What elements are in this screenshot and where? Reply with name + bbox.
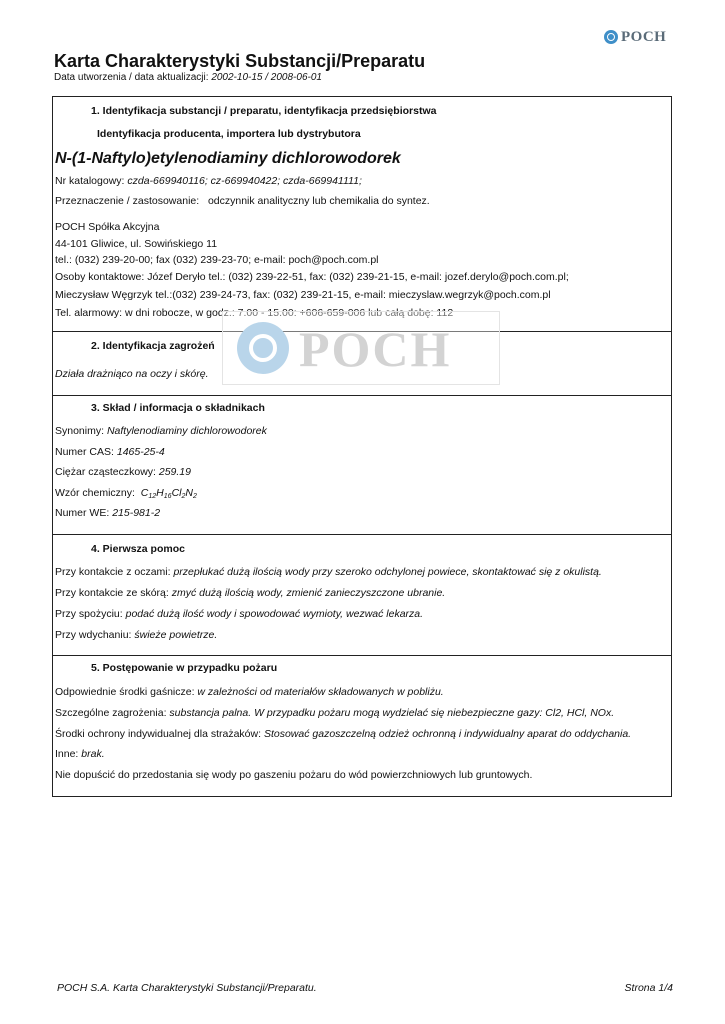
first-aid-item <box>55 566 602 578</box>
poch-logo <box>604 27 672 47</box>
poch-watermark <box>222 311 500 385</box>
we-value: 215-981-2 <box>112 507 161 519</box>
section-2-text: Działa drażniąco na oczy i skórę. <box>55 368 209 380</box>
watermark-logo-icon <box>237 322 289 374</box>
formula-label: Wzór chemiczny: <box>55 487 135 499</box>
section-5-heading: 5. Postępowanie w przypadku pożaru <box>91 662 278 674</box>
cas-label: Numer CAS: <box>55 446 114 458</box>
fire-label: Odpowiednie środki gaśnicze: <box>55 686 195 698</box>
first-aid-item <box>55 608 423 620</box>
chemical-formula: $C_{12}H_{16}Cl_2N_2$ <box>140 487 197 500</box>
dates-value: 2002-10-15 / 2008-06-01 <box>211 72 322 83</box>
we-label: Numer WE: <box>55 507 110 519</box>
first-aid-label: Przy kontakcie ze skórą: <box>55 587 169 599</box>
cas-value: 1465-25-4 <box>116 446 165 458</box>
substance-name: N-(1-Naftylo)etylenodiaminy dichlorowodorek <box>55 150 401 167</box>
fire-item <box>55 707 614 719</box>
purpose-value: odczynnik analityczny lub chemikalia do syntez. <box>207 195 430 207</box>
fire-value: brak. <box>81 748 105 760</box>
catalog-value: czda-669940116; cz-669940422; czda-669941111; <box>127 175 362 187</box>
contact-line-2: Mieczysław Węgrzyk tel.:(032) 239-24-73, fax: (032) 239-21-15, e-mail: mieczyslaw.wegrzyk@poch.com.pl <box>55 289 551 301</box>
first-aid-label: Przy kontakcie z oczami: <box>55 566 171 578</box>
fire-value: w zależności od materiałów składowanych w pobliżu. <box>197 686 444 698</box>
first-aid-value: przepłukać dużą ilością wody przy szeroko odchylonej powiece, skontaktować się z okulistą. <box>173 566 602 578</box>
fire-label: Inne: <box>55 748 79 760</box>
synonyms-label: Synonimy: <box>55 425 105 437</box>
fire-item <box>55 748 105 760</box>
first-aid-value: podać dużą ilość wody i spowodować wymioty, wezwać lekarza. <box>125 608 424 620</box>
mass-label: Ciężar cząsteczkowy: <box>55 466 156 478</box>
we-line <box>55 507 160 519</box>
section-4-heading: 4. Pierwsza pomoc <box>91 543 185 555</box>
first-aid-value: zmyć dużą ilością wody, zmienić zanieczyszczone ubranie. <box>171 587 446 599</box>
dates-line <box>54 72 322 83</box>
fire-item <box>55 728 631 740</box>
catalog-label: Nr katalogowy: <box>55 175 125 187</box>
footer-page-number: Strona 1/4 <box>624 982 673 994</box>
fire-label: Środki ochrony indywidualnej dla strażaków: <box>55 728 262 740</box>
section-3-heading: 3. Skład / informacja o składnikach <box>91 402 265 414</box>
section-4 <box>52 534 672 656</box>
mass-value: 259.19 <box>158 466 191 478</box>
fire-value: Stosować gazoszczelną odzież ochronną i indywidualny aparat do oddychania. <box>263 728 632 740</box>
fire-value: substancja palna. W przypadku pożaru mogą wydzielać się niebezpieczne gazy: Cl2, HCl, NOx. <box>169 707 615 719</box>
synonyms-value: Naftylenodiaminy dichlorowodorek <box>106 425 267 437</box>
purpose-label: Przeznaczenie / zastosowanie: <box>55 195 200 207</box>
mass-line <box>55 466 191 478</box>
company-address: 44-101 Gliwice, ul. Sowińskiego 11 <box>55 238 218 250</box>
section-1-subheading: Identyfikacja producenta, importera lub dystrybutora <box>97 128 361 140</box>
section-1-heading: 1. Identyfikacja substancji / preparatu, identyfikacja przedsiębiorstwa <box>91 105 437 117</box>
watermark-text: POCH <box>299 321 452 377</box>
section-3 <box>52 395 672 535</box>
fire-label: Szczególne zagrożenia: <box>55 707 167 719</box>
formula-line <box>55 487 197 500</box>
contact-line-1: Osoby kontaktowe: Józef Deryło tel.: (032) 239-22-51, fax: (032) 239-21-15, e-mail: jozef.derylo@poch.com.pl; <box>55 271 569 283</box>
company-name: POCH Spółka Akcyjna <box>55 221 160 233</box>
first-aid-value: świeże powietrze. <box>134 629 218 641</box>
first-aid-label: Przy wdychaniu: <box>55 629 132 641</box>
catalog-line <box>55 175 362 187</box>
cas-line <box>55 446 165 458</box>
fire-note: Nie dopuścić do przedostania się wody po gaszeniu pożaru do wód powierzchniowych lub gruntowych. <box>55 769 533 781</box>
section-5 <box>52 655 672 797</box>
dates-label: Data utworzenia / data aktualizacji: <box>54 72 209 83</box>
footer-document-name: POCH S.A. Karta Charakterystyki Substancji/Preparatu. <box>57 982 317 994</box>
synonyms-line <box>55 425 267 437</box>
poch-logo-icon <box>604 30 618 44</box>
company-phone: tel.: (032) 239-20-00; fax (032) 239-23-70; e-mail: poch@poch.com.pl <box>55 254 379 266</box>
first-aid-item <box>55 629 217 641</box>
alarm-line: Tel. alarmowy: w dni robocze, w godz.: 7.00 - 15.00: +606-659-006 lub całą dobę: 112 <box>55 307 454 319</box>
purpose-line <box>55 195 430 207</box>
section-2-heading: 2. Identyfikacja zagrożeń <box>91 340 215 352</box>
logo-text: POCH <box>621 28 667 45</box>
first-aid-label: Przy spożyciu: <box>55 608 123 620</box>
first-aid-item <box>55 587 445 599</box>
document-title: Karta Charakterystyki Substancji/Preparatu <box>54 51 426 71</box>
fire-item <box>55 686 444 698</box>
section-1 <box>52 96 672 332</box>
